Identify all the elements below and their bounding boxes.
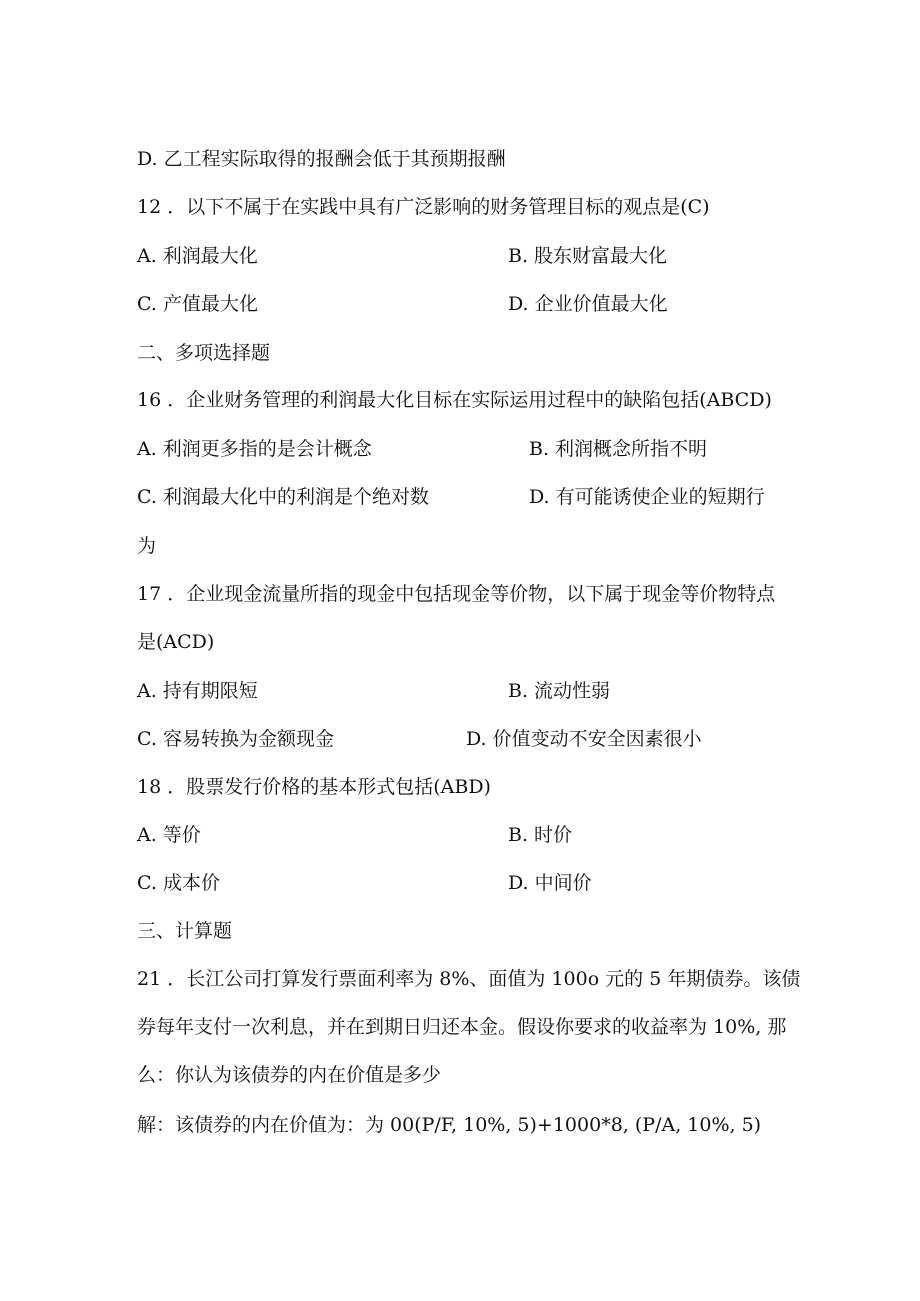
q12-option-b: B. 股东财富最大化	[508, 245, 668, 267]
q16-option-a: A. 利润更多指的是会计概念	[137, 438, 372, 460]
answer-21: 解：该债券的内在价值为：为 00(P/F, 10%, 5)+1000*8, (P/A, 10%, 5)	[137, 1114, 762, 1136]
q18-option-b: B. 时价	[508, 824, 573, 846]
question-18: 18 ．股票发行价格的基本形式包括(ABD)	[137, 776, 491, 798]
q17-option-c: C. 容易转换为金额现金	[137, 728, 334, 750]
question-17: 17 ．企业现金流量所指的现金中包括现金等价物，以下属于现金等价物特点	[137, 583, 776, 605]
question-17-continued: 是(ACD)	[137, 631, 215, 653]
q16-option-d: D. 有可能诱使企业的短期行	[529, 486, 765, 508]
q16-option-c: C. 利润最大化中的利润是个绝对数	[137, 486, 429, 508]
q18-option-a: A. 等价	[137, 824, 201, 846]
q12-option-c: C. 产值最大化	[137, 293, 258, 315]
q17-option-a: A. 持有期限短	[137, 680, 258, 702]
q16-option-d-continued: 为	[137, 535, 157, 557]
question-21-line-3: 么：你认为该债券的内在价值是多少	[137, 1064, 442, 1086]
section-3-heading: 三、计算题	[137, 920, 233, 942]
q16-option-b: B. 利润概念所指不明	[529, 438, 708, 460]
section-2-heading: 二、多项选择题	[137, 342, 271, 364]
question-12: 12 ．以下不属于在实践中具有广泛影响的财务管理目标的观点是(C)	[137, 196, 710, 218]
question-21-line-1: 21 ．长江公司打算发行票面利率为 8%、面值为 100o 元的 5 年期债券。该债	[137, 968, 801, 990]
q12-option-d: D. 企业价值最大化	[508, 293, 668, 315]
option-d-q11: D. 乙工程实际取得的报酬会低于其预期报酬	[137, 148, 506, 170]
question-16: 16 ．企业财务管理的利润最大化目标在实际运用过程中的缺陷包括(ABCD)	[137, 389, 772, 411]
question-21-line-2: 券每年支付一次利息，并在到期日归还本金。假设你要求的收益率为 10%, 那	[137, 1016, 787, 1038]
q12-option-a: A. 利润最大化	[137, 245, 258, 267]
q17-option-d: D. 价值变动不安全因素很小	[466, 728, 702, 750]
q18-option-c: C. 成本价	[137, 872, 220, 894]
q18-option-d: D. 中间价	[508, 872, 592, 894]
q17-option-b: B. 流动性弱	[508, 680, 611, 702]
